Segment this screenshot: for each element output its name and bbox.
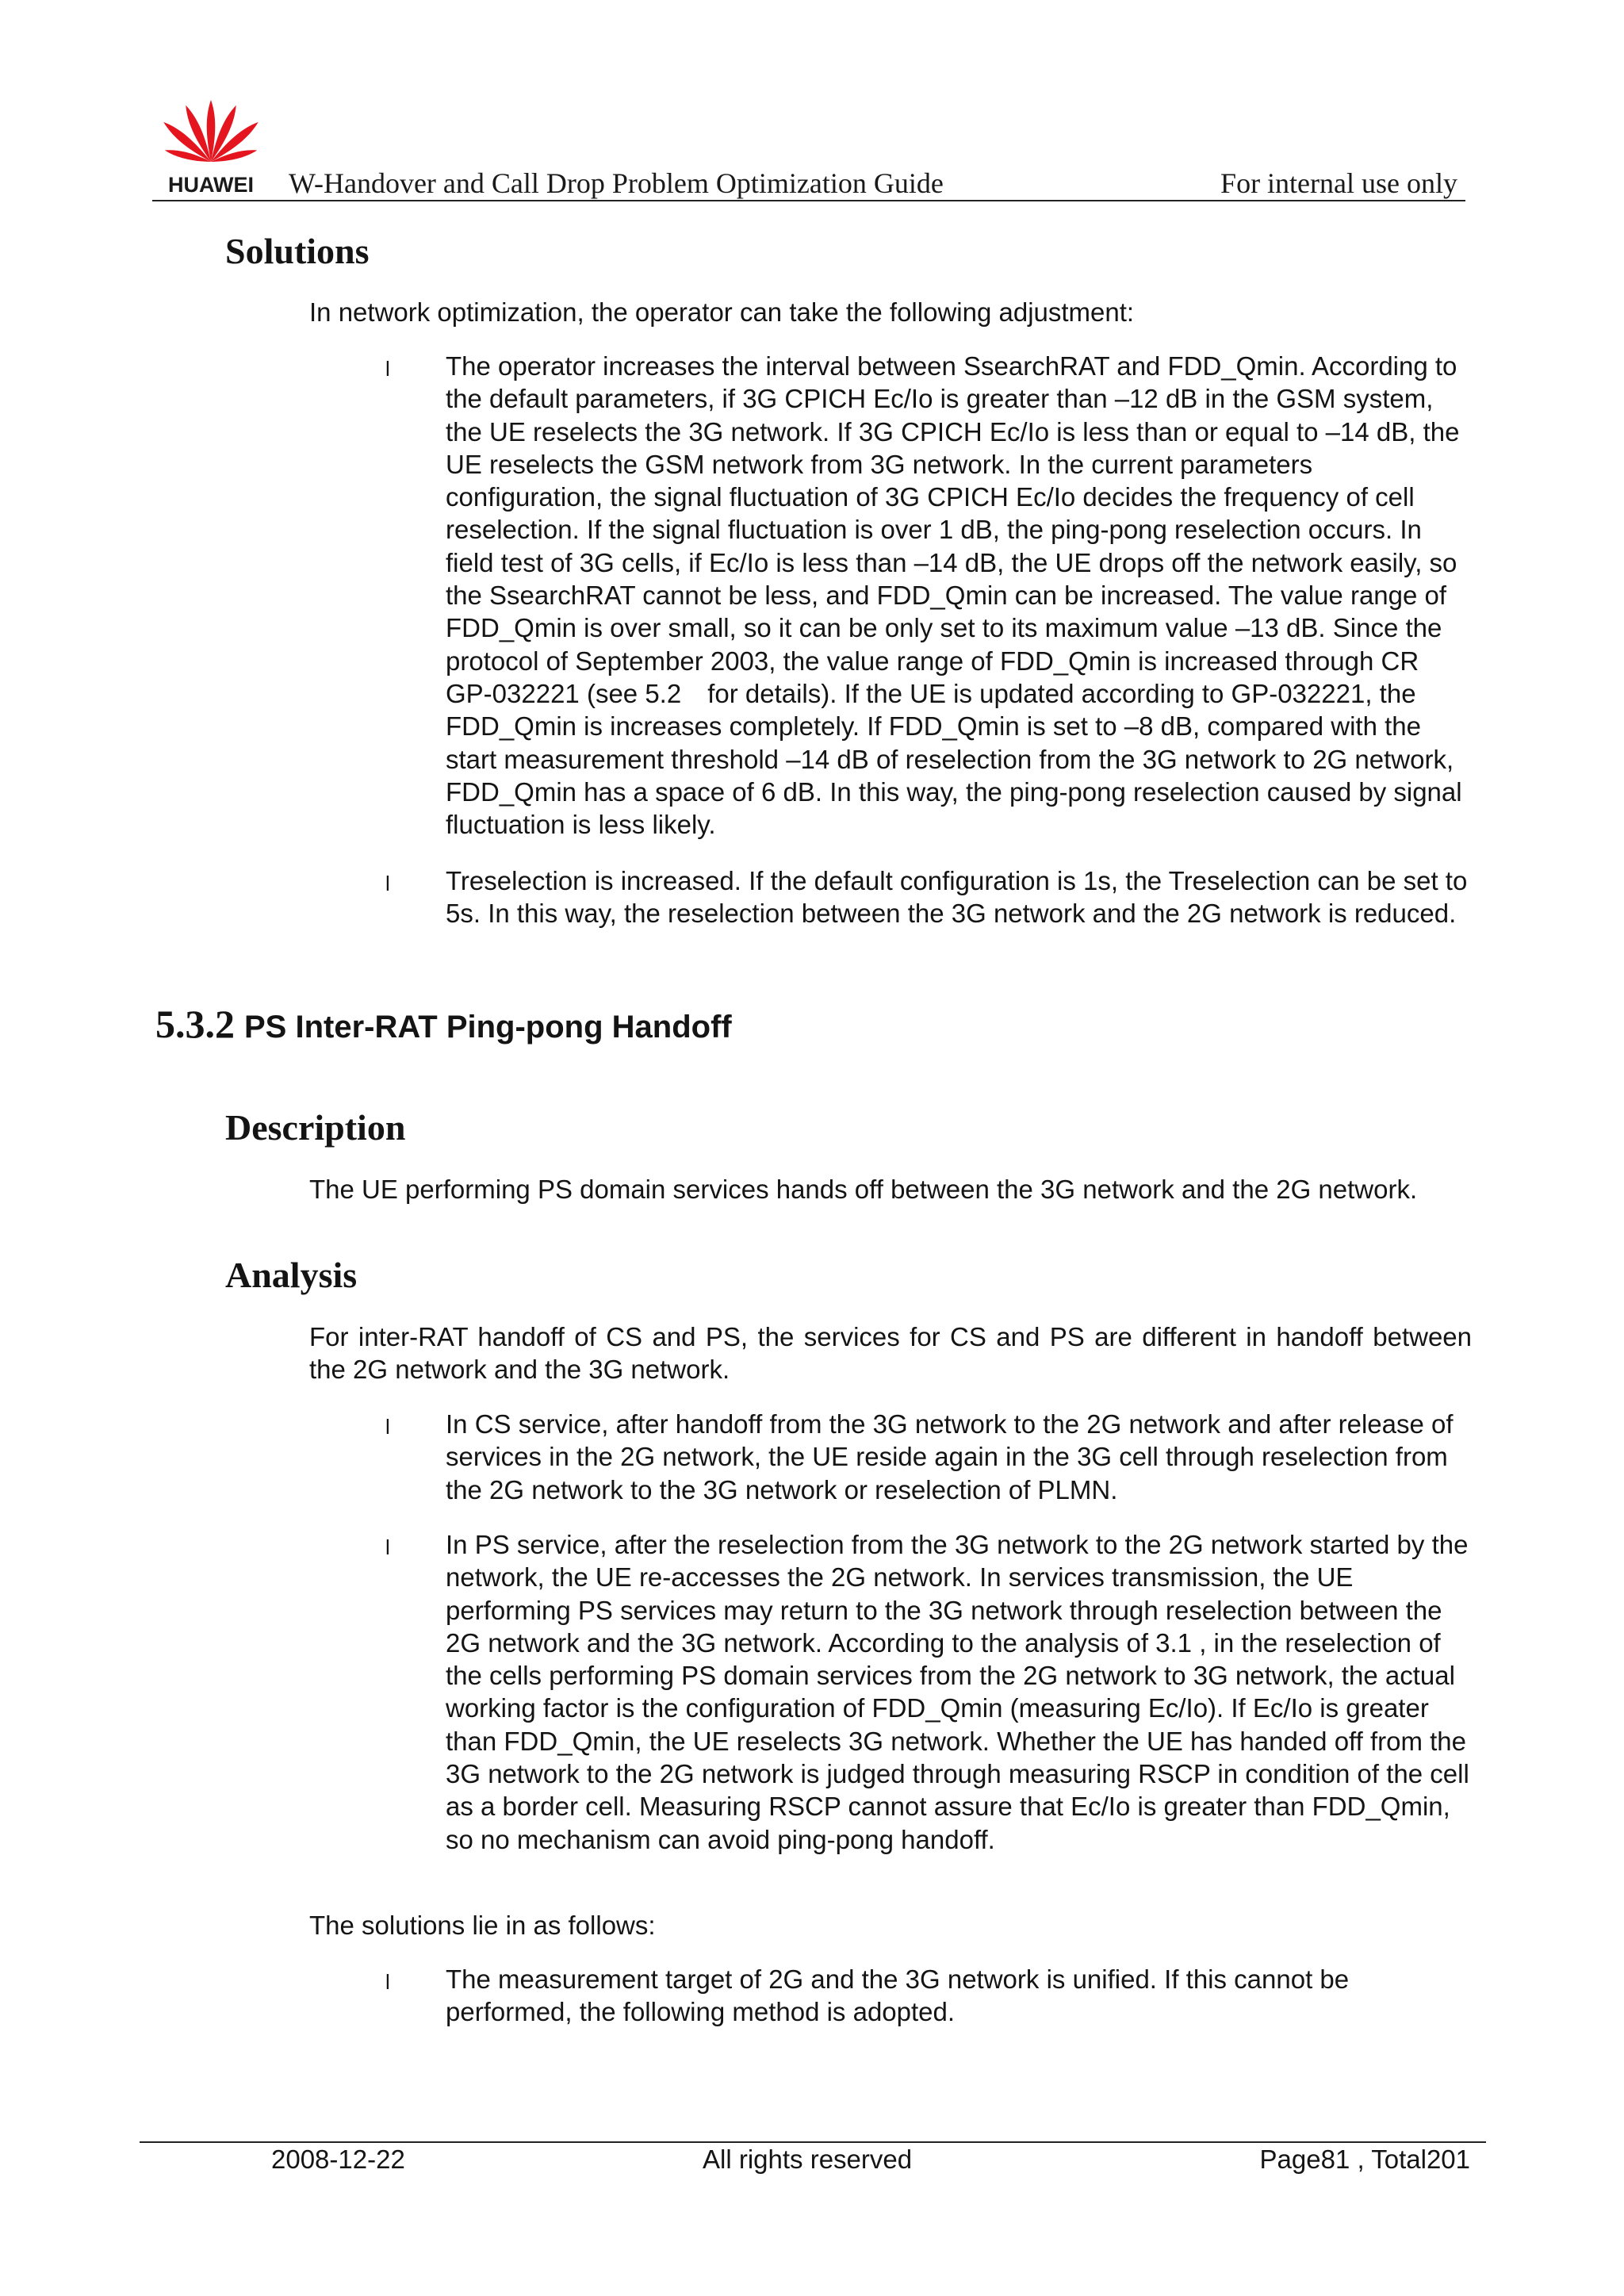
list-item-text: Treselection is increased. If the default configuration is 1s, the Treselection can be set to 5s. In this way, the reselection between the 3G network and the 2G network is reduced. xyxy=(446,866,1468,929)
description-heading: Description xyxy=(225,1107,406,1148)
list-item-text: The operator increases the interval between SsearchRAT and FDD_Qmin. According to the default parameters, if 3G CPICH Ec/Io is greater than –12 dB in the GSM system, the UE reselects the 3G network. If 3G CPICH Ec/Io is less than or equal to –14 dB, the UE reselects the GSM network from 3G network. In the current parameters configuration, the signal fluctuation of 3G CPICH Ec/Io decides the frequency of cell reselection. If the signal fluctuation is over 1 dB, the ping-pong reselection occurs. In field test of 3G cells, if Ec/Io is less than –14 dB, the UE drops off the network easily, so the SsearchRAT cannot be less, and FDD_Qmin can be increased. The value range of FDD_Qmin is over small, so it can be only set to its maximum value –13 dB. Since the protocol of September 2003, the value range of FDD_Qmin is increased through CR GP-032221 (see 5.2 for details). If the UE is updated according to GP-032221, the FDD_Qmin is increases completely. If FDD_Qmin is set to –8 dB, compared with the start measurement threshold –14 dB of reselection from the 3G network to 2G network, FDD_Qmin has a space of 6 dB. In this way, the ping-pong reselection caused by signal fluctuation is less likely. xyxy=(446,351,1462,840)
footer-divider xyxy=(140,2141,1486,2143)
bullet-mark: l xyxy=(385,1415,390,1439)
section-heading xyxy=(155,1001,732,1047)
list-item-text: In PS service, after the reselection from the 3G network to the 2G network started by the network, the UE re-accesses the 2G network. In services transmission, the UE performing PS services may return to the 3G network through reselection between the 2G network and the 3G network. According to the analysis of 3.1 , in the reselection of the cells performing PS domain services from the 2G network to 3G network, the actual working factor is the configuration of FDD_Qmin (measuring Ec/Io). If Ec/Io is greater than FDD_Qmin, the UE reselects 3G network. Whether the UE has handed off from the 3G network to the 2G network is judged through measuring RSCP in condition of the cell as a border cell. Measuring RSCP cannot assure that Ec/Io is greater than FDD_Qmin, so no mechanism can avoid ping-pong handoff. xyxy=(446,1530,1469,1854)
huawei-logo-mark xyxy=(157,94,265,197)
analysis-intro: For inter-RAT handoff of CS and PS, the services for CS and PS are different in handoff between the 2G network and the 3G network. xyxy=(309,1322,1472,1385)
logo-wordmark: HUAWEI xyxy=(168,173,254,197)
list-item xyxy=(309,1528,1472,1856)
section-title: PS Inter-RAT Ping-pong Handoff xyxy=(244,1010,732,1045)
description-text: The UE performing PS domain services hands off between the 3G network and the 2G network. xyxy=(309,1175,1418,1204)
list-item xyxy=(309,864,1472,930)
classification-label: For internal use only xyxy=(1220,167,1457,199)
document-title: W-Handover and Call Drop Problem Optimization Guide xyxy=(289,167,944,199)
bullet-mark: l xyxy=(385,872,390,895)
bullet-mark: l xyxy=(385,1535,390,1559)
list-item-text: The measurement target of 2G and the 3G network is unified. If this cannot be performed, the following method is adopted. xyxy=(446,1964,1350,2027)
huawei-logo xyxy=(157,94,265,197)
footer-date: 2008-12-22 xyxy=(271,2145,405,2174)
analysis-heading: Analysis xyxy=(225,1255,358,1295)
header-divider xyxy=(152,200,1465,201)
bullet-mark: l xyxy=(385,357,390,381)
solutions-heading: Solutions xyxy=(225,231,370,271)
section-number: 5.3.2 xyxy=(155,1002,235,1046)
list-item xyxy=(309,1963,1472,2029)
list-item xyxy=(309,350,1472,841)
list-item xyxy=(309,1408,1472,1506)
footer-page-number: Page81 , Total201 xyxy=(1259,2145,1470,2174)
footer-rights: All rights reserved xyxy=(703,2145,913,2174)
bullet-mark: l xyxy=(385,1970,390,1994)
solutions-intro: In network optimization, the operator can take the following adjustment: xyxy=(309,297,1135,327)
solutions-lie-intro: The solutions lie in as follows: xyxy=(309,1911,656,1940)
list-item-text: In CS service, after handoff from the 3G network to the 2G network and after release of services in the 2G network, the UE reside again in the 3G cell through reselection from the 2G network to the 3G network or reselection of PLMN. xyxy=(446,1409,1454,1504)
